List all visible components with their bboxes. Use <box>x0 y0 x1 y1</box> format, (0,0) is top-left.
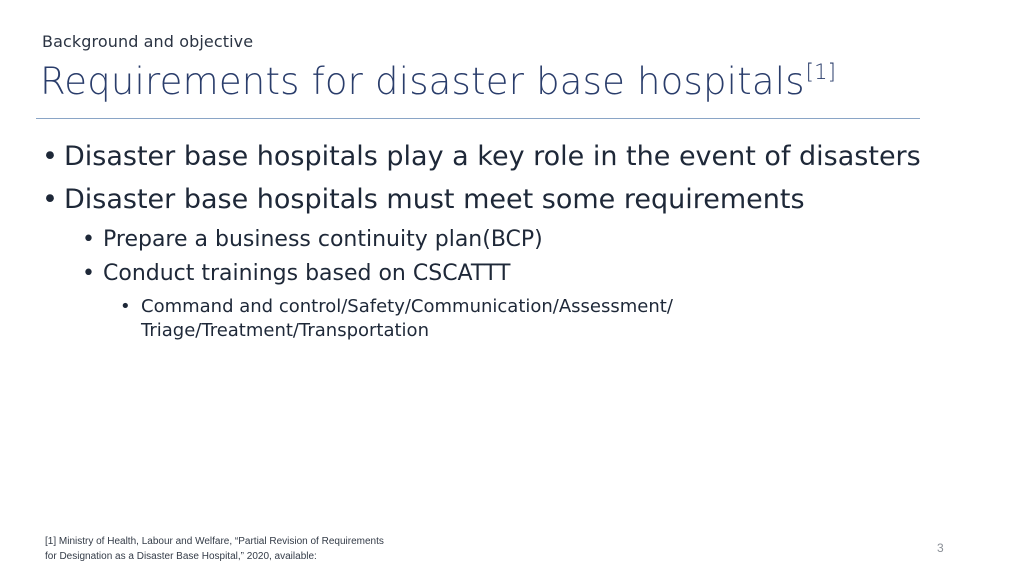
sub-sub-bullet-item <box>42 295 982 343</box>
slide-title-text: Requirements for disaster base hospitals <box>40 60 805 103</box>
footnote-line: for Designation as a Disaster Base Hospital,” 2020, available: <box>45 551 317 562</box>
slide-title <box>40 60 836 103</box>
bullet-dot: • <box>82 227 95 252</box>
bullet-text: Disaster base hospitals must meet some requirements <box>64 184 805 215</box>
sub-bullet-item <box>42 224 982 258</box>
title-reference: [1] <box>805 60 837 84</box>
sub-sub-bullet-text: Triage/Treatment/Transportation <box>141 320 429 341</box>
bullet-item <box>42 138 982 181</box>
bullet-dot: • <box>42 141 58 172</box>
bullet-list <box>42 138 982 343</box>
bullet-text: Disaster base hospitals play a key role in the event of disasters <box>64 141 921 172</box>
bullet-dot: • <box>82 261 95 286</box>
sub-sub-bullet-text: Command and control/Safety/Communication/Assessment/ <box>141 296 673 317</box>
bullet-item <box>42 181 982 224</box>
section-label: Background and objective <box>42 32 254 51</box>
bullet-dot: • <box>120 296 131 317</box>
footnote <box>45 534 384 564</box>
footnote-line: [1] Ministry of Health, Labour and Welfare, “Partial Revision of Requirements <box>45 536 384 547</box>
sub-bullet-item <box>42 258 982 292</box>
sub-bullet-text: Prepare a business continuity plan(BCP) <box>103 227 543 252</box>
bullet-dot: • <box>42 184 58 215</box>
title-divider <box>36 118 920 119</box>
page-number: 3 <box>937 541 944 555</box>
sub-bullet-text: Conduct trainings based on CSCATTT <box>103 261 511 286</box>
